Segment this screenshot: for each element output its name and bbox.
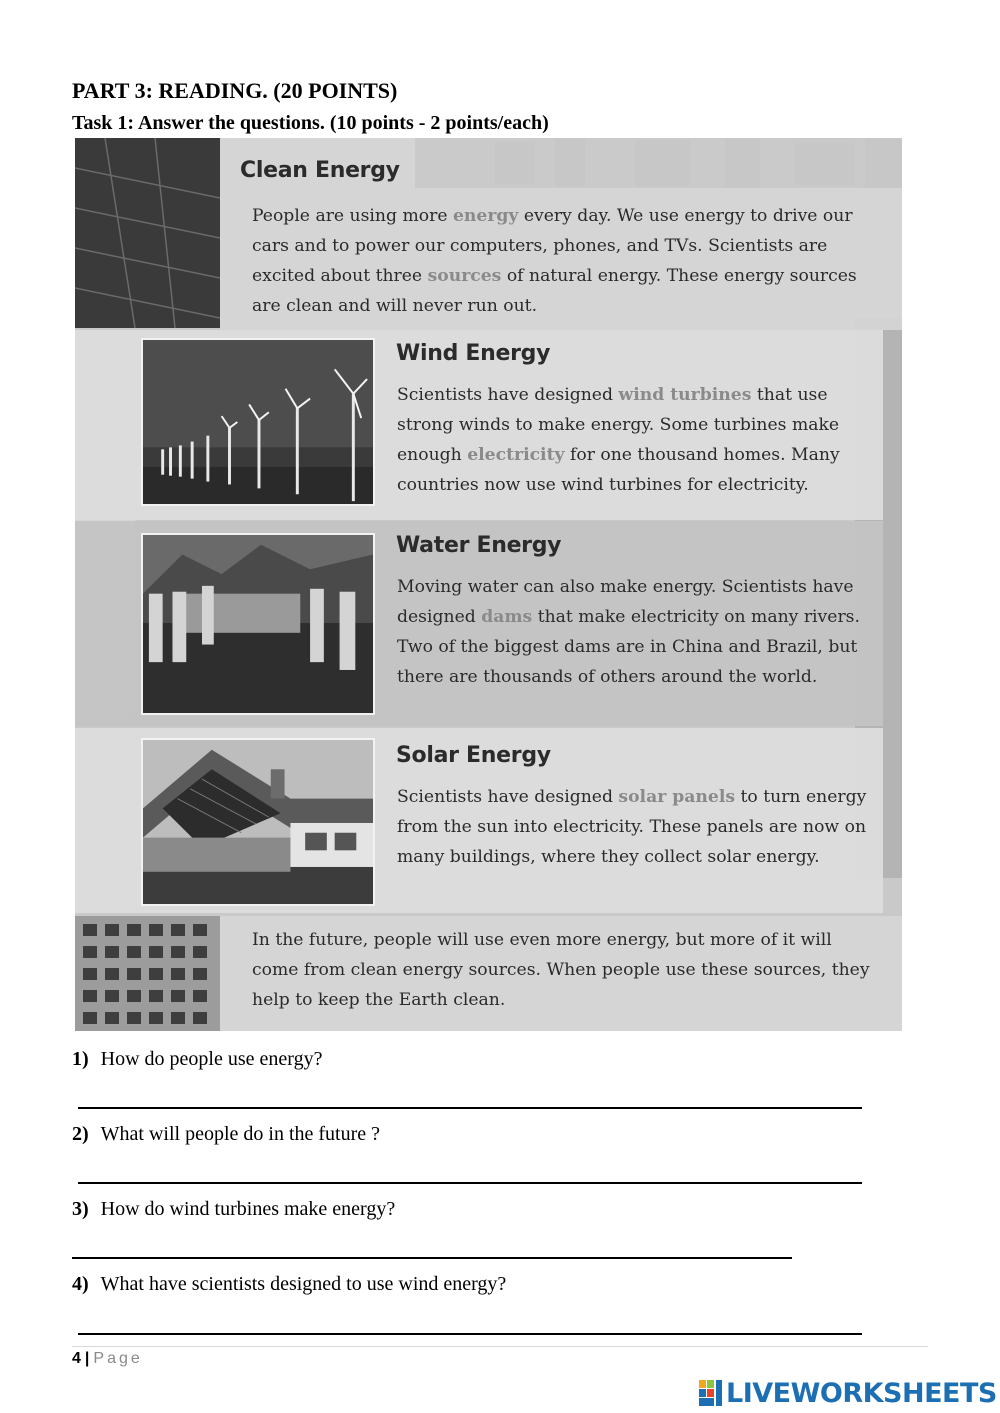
water-energy-paragraph: Moving water can also make energy. Scientists have designed dams that make electricity on many rivers. Two of the biggest dams are in China and Brazil, but there are thousands of others around the world. — [397, 577, 860, 687]
task-title: Task 1: Answer the questions. (10 points - 2 points/each) — [72, 112, 549, 134]
conclusion-paragraph: In the future, people will use even more energy, but more of it will come from clean energy sources. When people use these sources, they help to keep the Earth clean. — [252, 930, 870, 1010]
answer-line-1[interactable] — [78, 1107, 862, 1109]
answer-line-4[interactable] — [78, 1333, 862, 1335]
solar-energy-heading: Solar Energy — [396, 743, 551, 768]
liveworksheets-brand[interactable] — [698, 1376, 997, 1410]
wind-energy-heading: Wind Energy — [396, 341, 551, 366]
keyword-wind-turbines: wind turbines — [618, 385, 752, 405]
page-number: 4 | Page — [72, 1350, 143, 1367]
solar-house-photo — [141, 738, 375, 906]
answer-line-2[interactable] — [78, 1182, 862, 1184]
building-image-top — [75, 138, 220, 328]
brand-text: LIVEWORKSHEETS — [726, 1377, 997, 1409]
water-energy-heading: Water Energy — [396, 533, 562, 558]
reading-panel — [75, 138, 902, 1031]
keyword-solar-panels: solar panels — [618, 787, 736, 807]
article-title: Clean Energy — [240, 158, 400, 183]
keyword-dams: dams — [481, 607, 533, 627]
keyword-electricity: electricity — [467, 445, 565, 465]
building-image-bottom — [75, 916, 220, 1031]
keyword-sources: sources — [427, 266, 502, 286]
question-1: 1) How do people use energy? — [72, 1048, 323, 1070]
question-2: 2) What will people do in the future ? — [72, 1123, 381, 1145]
part-title: PART 3: READING. (20 POINTS) — [72, 78, 398, 103]
liveworksheets-logo-icon — [698, 1378, 724, 1408]
intro-paragraph: People are using more energy every day. We use energy to drive our cars and to power our computers, phones, and TVs. Scientists are excited about three sources of natural energy. These energy sources are clean and will never run out. — [252, 206, 857, 316]
question-3: 3) How do wind turbines make energy? — [72, 1198, 396, 1220]
footer-divider — [72, 1346, 928, 1347]
solar-energy-paragraph: Scientists have designed solar panels to turn energy from the sun into electricity. These panels are now on many buildings, where they collect solar energy. — [397, 787, 867, 867]
dam-photo — [141, 533, 375, 715]
keyword-energy: energy — [452, 206, 519, 226]
answer-line-3[interactable] — [72, 1257, 792, 1259]
wind-turbines-photo — [141, 338, 375, 506]
wind-energy-paragraph: Scientists have designed wind turbines that use strong winds to make energy. Some turbines make enough electricity for one thousand homes. Many countries now use wind turbines for electricity. — [397, 385, 840, 495]
question-4: 4) What have scientists designed to use wind energy? — [72, 1273, 507, 1295]
